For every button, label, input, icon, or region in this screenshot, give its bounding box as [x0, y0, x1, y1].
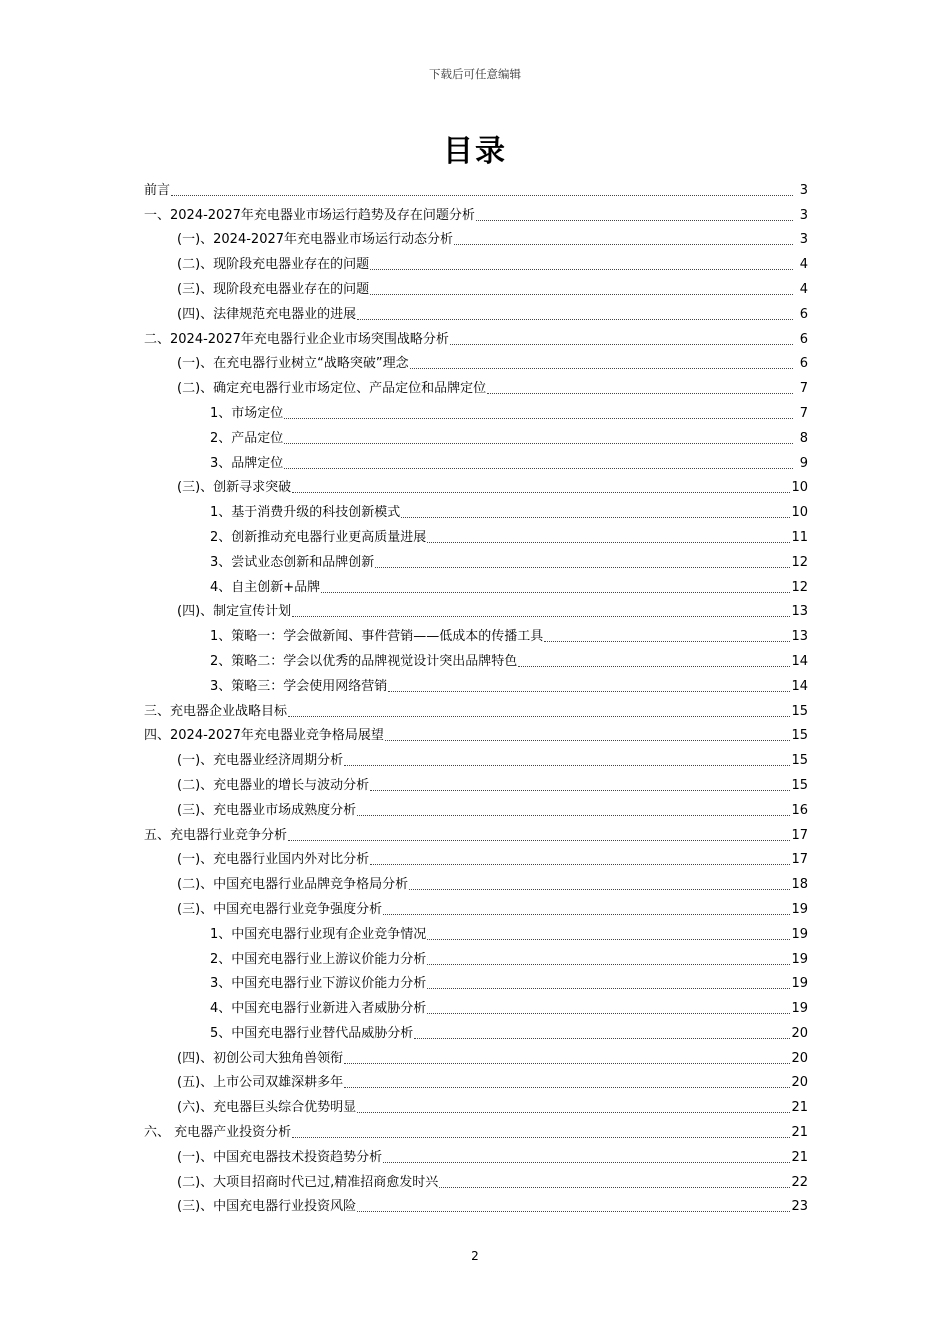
toc-entry[interactable]: [144, 869, 808, 894]
toc-entry-page: 17: [791, 852, 808, 868]
toc-leader-dots: [454, 243, 793, 245]
toc-entry-title: 2、中国充电器行业上游议价能力分析: [210, 951, 427, 967]
toc-entry[interactable]: [144, 522, 808, 547]
toc-entry-page: 9: [799, 455, 808, 471]
toc-entry-page: 21: [791, 1149, 808, 1165]
toc-leader-dots: [383, 913, 790, 915]
toc-entry[interactable]: [144, 745, 808, 770]
toc-leader-dots: [401, 516, 790, 518]
toc-entry-page: 10: [791, 480, 808, 496]
toc-entry-title: 一、2024-2027年充电器业市场运行趋势及存在问题分析: [144, 207, 475, 223]
toc-entry-page: 6: [799, 331, 808, 347]
toc-entry[interactable]: [144, 373, 808, 398]
toc-leader-dots: [284, 417, 793, 419]
toc-entry-title: 3、策略三：学会使用网络营销: [210, 678, 388, 694]
toc-entry[interactable]: [144, 249, 808, 274]
toc-entry[interactable]: [144, 646, 808, 671]
toc-entry[interactable]: [144, 1043, 808, 1068]
toc-entry-title: 三、充电器企业战略目标: [144, 703, 288, 719]
toc-entry-page: 15: [791, 753, 808, 769]
toc-entry-title: 四、2024-2027年充电器业竞争格局展望: [144, 728, 384, 744]
toc-entry[interactable]: [144, 993, 808, 1018]
toc-entry-title: (三)、现阶段充电器业存在的问题: [177, 281, 370, 297]
toc-entry[interactable]: [144, 845, 808, 870]
toc-entry-page: 13: [791, 629, 808, 645]
toc-title: 目录: [443, 134, 507, 169]
toc-entry-page: 20: [791, 1075, 808, 1091]
toc-leader-dots: [288, 839, 790, 841]
toc-leader-dots: [357, 814, 790, 816]
toc-entry-title: (四)、法律规范充电器业的进展: [177, 306, 357, 322]
toc-leader-dots: [292, 1136, 790, 1138]
toc-entry-page: 18: [791, 877, 808, 893]
toc-entry-title: (二)、确定充电器行业市场定位、产品定位和品牌定位: [177, 381, 487, 397]
toc-leader-dots: [427, 1012, 790, 1014]
toc-leader-dots: [284, 442, 793, 444]
toc-entry-title: 1、策略一：学会做新闻、事件营销——低成本的传播工具: [210, 629, 544, 645]
toc-entry-title: (三)、充电器业市场成熟度分析: [177, 802, 357, 818]
toc-entry[interactable]: [144, 225, 808, 250]
toc-entry-title: 1、基于消费升级的科技创新模式: [210, 505, 401, 521]
toc-entry-title: 1、中国充电器行业现有企业竞争情况: [210, 926, 427, 942]
toc-entry-title: (二)、大项目招商时代已过,精准招商愈发时兴: [177, 1174, 439, 1190]
toc-entry[interactable]: [144, 969, 808, 994]
toc-leader-dots: [292, 491, 790, 493]
toc-entry[interactable]: [144, 324, 808, 349]
toc-entry-title: 1、市场定位: [210, 405, 284, 421]
toc-entry-title: (二)、中国充电器行业品牌竞争格局分析: [177, 877, 409, 893]
toc-leader-dots: [344, 764, 790, 766]
toc-leader-dots: [476, 219, 793, 221]
toc-leader-dots: [427, 987, 790, 989]
toc-entry-title: (三)、中国充电器行业投资风险: [177, 1199, 357, 1215]
toc-entry[interactable]: [144, 448, 808, 473]
toc-entry[interactable]: [144, 497, 808, 522]
toc-entry[interactable]: [144, 473, 808, 498]
toc-entry[interactable]: [144, 621, 808, 646]
toc-entry-title: 2、产品定位: [210, 430, 284, 446]
toc-entry-title: 二、2024-2027年充电器行业企业市场突围战略分析: [144, 331, 449, 347]
toc-entry-page: 15: [791, 777, 808, 793]
toc-entry[interactable]: [144, 1142, 808, 1167]
toc-entry[interactable]: [144, 274, 808, 299]
toc-entry-page: 12: [791, 554, 808, 570]
toc-entry[interactable]: [144, 944, 808, 969]
toc-entry[interactable]: [144, 1068, 808, 1093]
toc-leader-dots: [357, 1210, 790, 1212]
toc-entry[interactable]: [144, 721, 808, 746]
toc-entry-page: 7: [799, 381, 808, 397]
toc-entry-title: (一)、在充电器行业树立“战略突破”理念: [177, 356, 409, 372]
toc-entry-page: 3: [799, 182, 808, 198]
toc-leader-dots: [375, 566, 790, 568]
toc-entry-title: (四)、初创公司大独角兽领衔: [177, 1050, 344, 1066]
toc-entry[interactable]: [144, 770, 808, 795]
toc-entry-title: (五)、上市公司双雄深耕多年: [177, 1075, 344, 1091]
toc-leader-dots: [518, 665, 790, 667]
toc-leader-dots: [427, 541, 790, 543]
toc-entry-title: (一)、充电器行业国内外对比分析: [177, 852, 370, 868]
toc-entry-title: (二)、现阶段充电器业存在的问题: [177, 257, 370, 273]
toc-entry[interactable]: [144, 299, 808, 324]
toc-entry[interactable]: [144, 175, 808, 200]
toc-entry-title: 2、策略二：学会以优秀的品牌视觉设计突出品牌特色: [210, 653, 518, 669]
toc-entry[interactable]: [144, 696, 808, 721]
toc-leader-dots: [370, 293, 793, 295]
toc-leader-dots: [414, 1037, 790, 1039]
toc-leader-dots: [292, 615, 790, 617]
toc-entry-title: 六、 充电器产业投资分析: [144, 1125, 292, 1141]
toc-entry-title: 2、创新推动充电器行业更高质量进展: [210, 529, 427, 545]
toc-leader-dots: [370, 863, 790, 865]
toc-entry-page: 12: [791, 579, 808, 595]
toc-entry[interactable]: [144, 547, 808, 572]
toc-entry-title: 5、中国充电器行业替代品威胁分析: [210, 1025, 414, 1041]
toc-entry-page: 19: [791, 976, 808, 992]
toc-entry-page: 23: [791, 1199, 808, 1215]
toc-entry-page: 3: [799, 232, 808, 248]
toc-leader-dots: [357, 1111, 790, 1113]
toc-entry-page: 7: [799, 405, 808, 421]
toc-entry-page: 14: [791, 678, 808, 694]
toc-entry-title: 3、品牌定位: [210, 455, 284, 471]
toc-entry[interactable]: [144, 919, 808, 944]
toc-entry-page: 19: [791, 951, 808, 967]
toc-entry-page: 6: [799, 306, 808, 322]
toc-entry-page: 21: [791, 1100, 808, 1116]
toc-entry[interactable]: [144, 1018, 808, 1043]
toc-leader-dots: [321, 591, 790, 593]
toc-entry-page: 8: [799, 430, 808, 446]
toc-entry-title: (一)、充电器业经济周期分析: [177, 753, 344, 769]
toc-entry[interactable]: [144, 200, 808, 225]
toc-entry-page: 17: [791, 827, 808, 843]
toc-leader-dots: [409, 888, 790, 890]
page-number: 2: [471, 1249, 479, 1263]
toc-entry[interactable]: [144, 1117, 808, 1142]
toc-entry-page: 19: [791, 901, 808, 917]
toc-leader-dots: [385, 739, 791, 741]
toc-leader-dots: [344, 1062, 790, 1064]
page-header: 下载后可任意编辑: [429, 67, 521, 81]
toc-entry-page: 16: [791, 802, 808, 818]
toc-entry-title: (一)、2024-2027年充电器业市场运行动态分析: [177, 232, 454, 248]
toc-entry-page: 14: [791, 653, 808, 669]
toc-entry-page: 3: [799, 207, 808, 223]
toc-entry[interactable]: [144, 572, 808, 597]
toc-entry-title: 3、中国充电器行业下游议价能力分析: [210, 976, 427, 992]
toc-leader-dots: [410, 367, 793, 369]
toc-leader-dots: [544, 640, 790, 642]
toc-entry[interactable]: [144, 1192, 808, 1217]
toc-entry-title: 前言: [144, 182, 171, 198]
toc-entry[interactable]: [144, 820, 808, 845]
toc-leader-dots: [288, 715, 790, 717]
toc-leader-dots: [383, 1161, 790, 1163]
toc-leader-dots: [427, 963, 790, 965]
toc-leader-dots: [450, 343, 793, 345]
toc-entry-page: 15: [791, 703, 808, 719]
toc-entry-page: 4: [799, 281, 808, 297]
toc-entry-page: 11: [791, 529, 808, 545]
toc-entry-page: 20: [791, 1025, 808, 1041]
toc-leader-dots: [487, 392, 793, 394]
toc-leader-dots: [427, 938, 790, 940]
toc-entry-title: (四)、制定宣传计划: [177, 604, 292, 620]
toc-entry-page: 13: [791, 604, 808, 620]
toc-leader-dots: [388, 690, 790, 692]
toc-entry-page: 4: [799, 257, 808, 273]
toc-leader-dots: [171, 194, 793, 196]
toc-entry-page: 21: [791, 1125, 808, 1141]
toc-entry[interactable]: [144, 1092, 808, 1117]
toc-entry-page: 22: [791, 1174, 808, 1190]
toc-leader-dots: [370, 268, 793, 270]
toc-leader-dots: [370, 789, 790, 791]
toc-entry-title: (六)、充电器巨头综合优势明显: [177, 1100, 357, 1116]
toc-entry[interactable]: [144, 398, 808, 423]
table-of-contents: [144, 175, 808, 1216]
toc-leader-dots: [284, 467, 793, 469]
toc-entry[interactable]: [144, 349, 808, 374]
toc-entry[interactable]: [144, 597, 808, 622]
toc-entry-page: 20: [791, 1050, 808, 1066]
toc-entry[interactable]: [144, 894, 808, 919]
toc-entry-title: (三)、中国充电器行业竞争强度分析: [177, 901, 383, 917]
toc-entry-title: 3、尝试业态创新和品牌创新: [210, 554, 375, 570]
toc-entry-title: 4、自主创新+品牌: [210, 579, 321, 595]
toc-entry[interactable]: [144, 1167, 808, 1192]
toc-entry-page: 15: [791, 728, 808, 744]
toc-entry-title: 五、充电器行业竞争分析: [144, 827, 288, 843]
toc-entry[interactable]: [144, 671, 808, 696]
toc-entry[interactable]: [144, 423, 808, 448]
toc-entry[interactable]: [144, 795, 808, 820]
toc-entry-page: 19: [791, 926, 808, 942]
toc-entry-page: 19: [791, 1001, 808, 1017]
toc-leader-dots: [344, 1086, 790, 1088]
toc-entry-title: (二)、充电器业的增长与波动分析: [177, 777, 370, 793]
toc-entry-page: 6: [799, 356, 808, 372]
toc-entry-title: (三)、创新寻求突破: [177, 480, 292, 496]
toc-entry-title: 4、中国充电器行业新进入者威胁分析: [210, 1001, 427, 1017]
toc-entry-page: 10: [791, 505, 808, 521]
toc-leader-dots: [357, 318, 793, 320]
toc-entry-title: (一)、中国充电器技术投资趋势分析: [177, 1149, 383, 1165]
toc-leader-dots: [439, 1186, 790, 1188]
